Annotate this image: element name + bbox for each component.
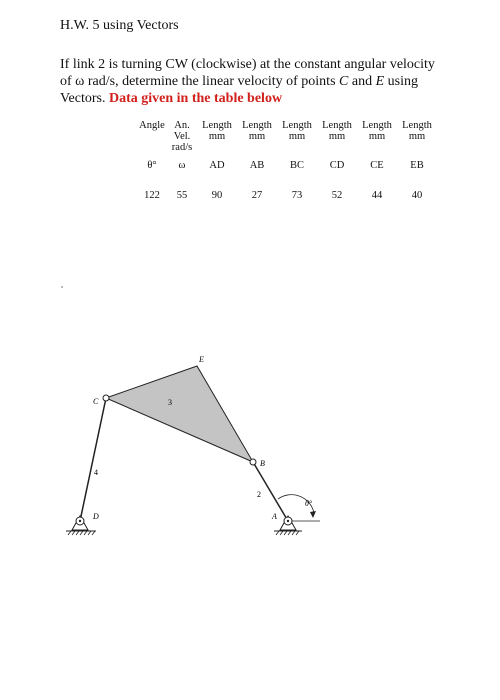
point-c-label: C <box>339 74 349 89</box>
header-cell: Length mm <box>362 120 392 142</box>
header-cell: Length mm <box>322 120 352 142</box>
value-cell: 27 <box>251 190 263 201</box>
symbol-row <box>137 160 437 190</box>
data-highlight: Data given in the table below <box>109 91 283 106</box>
label-link-2: 2 <box>257 490 261 499</box>
header-cell: Angle <box>139 120 165 131</box>
symbol-cell: AD <box>209 160 225 171</box>
value-cell: 73 <box>291 190 303 201</box>
symbol-cell: ω <box>178 160 186 171</box>
problem-tail: using Vectors. <box>60 74 418 106</box>
joint-b <box>250 459 256 465</box>
ground-pivot-a <box>274 516 302 535</box>
coupler-link-3 <box>106 366 253 462</box>
value-cell: 55 <box>176 190 188 201</box>
symbol-cell: CE <box>370 160 384 171</box>
symbol-cell: θ° <box>147 160 157 171</box>
point-e-label: E <box>375 74 385 89</box>
problem-statement <box>60 56 450 107</box>
value-cell: 90 <box>211 190 223 201</box>
and-text: and <box>348 74 376 89</box>
value-cell: 40 <box>411 190 423 201</box>
ground-pivot-d <box>66 516 96 535</box>
value-cell: 122 <box>144 190 160 201</box>
joint-c <box>103 395 109 401</box>
label-a: A <box>272 512 277 521</box>
value-row <box>137 190 437 210</box>
stray-mark <box>61 286 63 288</box>
header-cell: Length mm <box>242 120 272 142</box>
data-table <box>137 120 437 210</box>
value-cell: 44 <box>371 190 383 201</box>
header-cell: An. Vel. rad/s <box>171 120 193 153</box>
value-cell: 52 <box>331 190 343 201</box>
symbol-cell: EB <box>410 160 424 171</box>
header-cell: Length mm <box>282 120 312 142</box>
header-cell: Length mm <box>402 120 432 142</box>
label-e: E <box>199 355 204 364</box>
label-link-3: 3 <box>168 398 172 407</box>
page-title: H.W. 5 using Vectors <box>60 18 179 33</box>
angle-arrowhead <box>310 511 316 518</box>
link-4 <box>80 398 106 521</box>
label-d: D <box>93 512 99 521</box>
label-b: B <box>260 459 265 468</box>
problem-text: If link 2 is turning CW (clockwise) at the constant angular velocity of ω rad/s, determine the linear velocity of points <box>60 57 435 89</box>
label-link-4: 4 <box>94 468 98 477</box>
label-c: C <box>93 397 99 406</box>
symbol-cell: BC <box>289 160 304 171</box>
header-cell: Length mm <box>202 120 232 142</box>
symbol-cell: AB <box>249 160 265 171</box>
header-row <box>137 120 437 160</box>
label-theta: θ° <box>305 499 313 508</box>
symbol-cell: CD <box>329 160 345 171</box>
mechanism-figure <box>0 340 500 550</box>
